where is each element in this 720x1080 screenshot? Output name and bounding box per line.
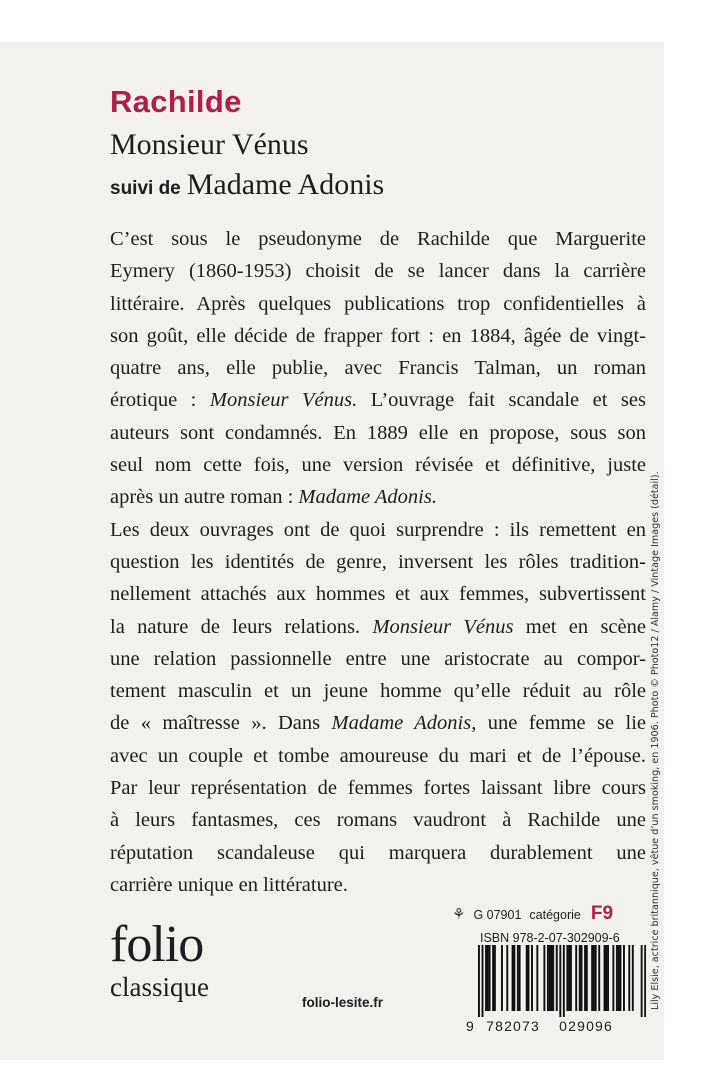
barcode-right-group: 029096 [559,1018,614,1034]
blurb-italic-title: Monsieur Vénus. [209,389,358,412]
barcode-bar [618,945,620,1011]
blurb-line [110,772,646,804]
blurb-text: de « maîtresse ». Dans [110,712,332,735]
scan-border-bottom [0,1060,720,1080]
colophon [452,903,620,945]
barcode-left-group: 782073 [486,1018,541,1034]
blurb-text: tement masculin et un jeune homme qu’elle réduit au rôle [110,680,646,703]
author-name: Rachilde [110,84,242,119]
blurb-line [110,481,646,513]
blurb-line [110,804,646,836]
barcode-bar [559,945,561,1017]
book-title: Monsieur Vénus [110,128,309,161]
barcode-bar [632,945,634,1011]
blurb-text: une femme se lie [476,712,646,735]
barcode-bar [485,945,487,1011]
barcode-bar [605,945,607,1011]
barcode-bar [551,945,553,1011]
blurb-line [110,707,646,739]
barcode-bar [595,945,597,1011]
blurb-text: nellement attachés aux hommes et aux femmes, subvertissent [110,583,646,606]
blurb-line [110,288,646,320]
isbn: ISBN 978-2-07-302909-6 [480,931,620,945]
blurb-line [110,643,646,675]
clover-icon: ⚘ [452,906,466,923]
barcode-bar [494,945,496,1011]
barcode-bar [487,945,489,1011]
barcode-bar [547,945,549,1011]
blurb-line [110,384,646,416]
barcode-bar [519,945,521,1011]
barcode-bar [616,945,618,1011]
barcode-bar [568,945,570,1011]
barcode-bar [644,945,646,1017]
barcode-bar [552,945,554,1011]
barcode [478,945,646,1017]
category-label: catégorie [529,908,581,922]
publisher-website: folio-lesite.fr [302,995,384,1010]
barcode-bar [579,945,581,1011]
subtitle-prefix: suivi de [110,178,181,199]
barcode-bar [517,945,519,1011]
barcode-bar [526,945,528,1011]
barcode-bar [512,945,514,1011]
blurb-text: auteurs sont condamnés. En 1889 elle en propose, sous son [110,421,646,444]
barcode-bar [612,945,614,1011]
barcode-bar [492,945,494,1011]
barcode-bar [489,945,491,1011]
barcode-bar [641,945,643,1017]
barcode-bar [549,945,551,1011]
blurb-text: à leurs fantasmes, ces romans vaudront à Rachilde une [110,809,646,832]
barcode-bars [478,945,646,1017]
blurb [110,223,646,901]
blurb-line [110,223,646,255]
barcode-bar [482,945,484,1017]
catalog-code: G 07901 [473,908,522,922]
blurb-text: L’ouvrage fait scandale et ses [357,389,646,412]
barcode-bar [593,945,595,1011]
blurb-line [110,740,646,772]
barcode-bar [543,945,545,1011]
book-subtitle [110,168,384,202]
publisher-logo [110,916,209,1002]
barcode-bar [586,945,588,1011]
blurb-line [110,352,646,384]
blurb-line [110,837,646,869]
blurb-text: quatre ans, elle publie, avec Francis Talman, un roman [110,357,646,380]
blurb-text: question les identités de genre, inversent les rôles tradition- [110,550,646,573]
blurb-text: Les deux ouvrages ont de quoi surprendre : ils remettent en [110,518,646,541]
barcode-bar [619,945,621,1011]
blurb-italic-title: Madame Adonis, [331,712,477,735]
blurb-line [110,514,646,546]
blurb-line [110,611,646,643]
blurb-line [110,869,646,901]
barcode-bar [598,945,600,1011]
barcode-bar [528,945,530,1011]
blurb-text: met en scène [513,615,646,638]
blurb-line [110,578,646,610]
publisher-collection: classique [110,972,209,1002]
barcode-bar [623,945,625,1011]
barcode-bar [506,945,508,1011]
barcode-bar [584,945,586,1011]
second-title: Madame Adonis [186,168,385,201]
blurb-text: réputation scandaleuse qui marquera durablement une [110,841,646,864]
barcode-bar [628,945,630,1011]
blurb-text: C’est sous le pseudonyme de Rachilde que Marguerite [110,228,646,250]
blurb-text: son goût, elle décide de frapper fort : en 1884, âgée de vingt- [110,324,646,347]
blurb-line [110,255,646,287]
blurb-text: Par leur représentation de femmes fortes laissant libre cours [110,777,646,800]
blurb-text: après un autre roman : [110,486,299,509]
barcode-bar [591,945,593,1011]
blurb-line [110,320,646,352]
blurb-text: la nature de leurs relations. [110,615,373,638]
barcode-bar [531,945,533,1011]
barcode-bar [566,945,568,1011]
blurb-italic-title: Monsieur Vénus [372,615,514,638]
blurb-text: carrière unique en littérature. [110,873,348,896]
blurb-text: avec un couple et tombe amoureuse du mari et de l’épouse. [110,744,646,767]
scan-border-top [0,0,720,42]
blurb-line [110,546,646,578]
publisher-brand: folio [110,916,204,973]
category-code: F9 [590,903,614,924]
blurb-line [110,675,646,707]
photo-credit: Lily Elsie, actrice britannique, vêtue d’un smoking, en 1906. Photo © Photo12 / Alamy / Vintage Images (détail). [650,471,661,1010]
barcode-bar [478,945,480,1017]
barcode-bar [563,945,565,1017]
blurb-text: érotique : [110,389,210,412]
blurb-text: Eymery (1860-1953) choisit de se lancer dans la carrière [110,260,646,283]
blurb-text: seul nom cette fois, une version révisée et définitive, juste [110,454,646,477]
barcode-bar [513,945,515,1011]
barcode-bar [501,945,503,1011]
blurb-italic-title: Madame Adonis. [298,486,437,509]
blurb-line [110,417,646,449]
scan-border-right [664,0,720,1080]
barcode-first-digit: 9 [466,1018,475,1034]
barcode-bar [570,945,572,1011]
barcode-bar [607,945,609,1011]
barcode-bar [556,945,558,1011]
blurb-text: une relation passionnelle entre une aristocrate au compor- [110,647,646,670]
barcode-bar [581,945,583,1011]
barcode-bar [536,945,538,1011]
barcode-digits [466,1018,613,1034]
blurb-line [110,449,646,481]
barcode-bar [604,945,606,1011]
barcode-bar [575,945,577,1011]
blurb-text: littéraire. Après quelques publications trop confidentielles à [110,292,646,315]
